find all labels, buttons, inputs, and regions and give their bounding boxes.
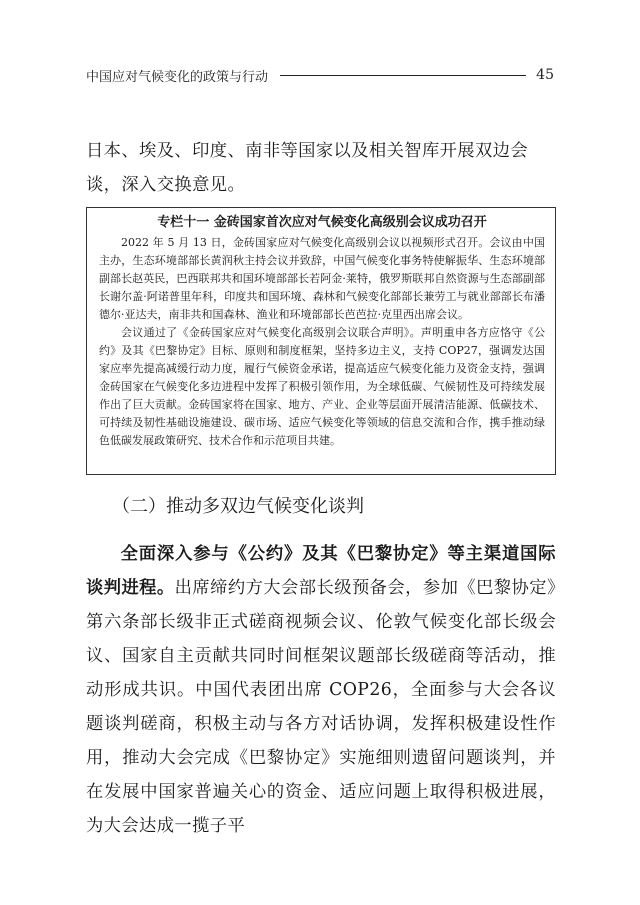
running-header	[86, 64, 554, 86]
running-title: 中国应对气候变化的政策与行动	[86, 69, 269, 85]
box-title: 专栏十一 金砖国家首次应对气候变化高级别会议成功召开	[157, 215, 487, 230]
intro-paragraph: 日本、埃及、印度、南非等国家以及相关智库开展双边会谈，深入交换意见。	[86, 141, 529, 195]
section-heading: （二）推动多双边气候变化谈判	[112, 496, 364, 517]
main-text	[86, 537, 556, 843]
main-paragraph	[86, 537, 556, 843]
box-paragraph-1: 2022 年 5 月 13 日，金砖国家应对气候变化高级别会议以视频形式召开。会议由中国主办，生态环境部部长黄润秋主持会议并致辞，中国气候变化事务特使解振华、生态环境部副部长赵英民，巴西联邦共和国环境部部长若阿金·莱特，俄罗斯联邦自然资源与生态部副部长谢尔盖·阿诺普里年科，印度共和国环境、森林和气候变化部部长兼劳工与就业部部长布潘德尔·亚达夫，南非共和国森林、渔业和环境部部长芭芭拉·克里西出席会议。	[99, 236, 545, 321]
page-number: 45	[536, 67, 554, 83]
intro-text	[86, 134, 556, 202]
main-paragraph-body: 出席缔约方大会部长级预备会，参加《巴黎协定》第六条部长级非正式磋商视频会议、伦敦气候变化部长级会议、国家自主贡献共同时间框架议题部长级磋商等活动，推动形成共识。中国代表团出席 COP26，全面参与大会各议题谈判磋商，积极主动与各方对话协调，发挥积极建设性作用，推动大会完成《巴黎协定》实施细则遗留问题谈判，并在发展中国家普遍关心的资金、适应问题上取得积极进展，为大会达成一揽子平	[86, 578, 556, 836]
main-paragraph-lead: 全面深入参与《公约》及其《巴黎协定》等主渠道国际谈判进程。	[86, 544, 556, 598]
feature-box	[86, 207, 556, 475]
box-paragraph-2: 会议通过了《金砖国家应对气候变化高级别会议联合声明》。声明重申各方应恪守《公约》及其《巴黎协定》目标、原则和制度框架，坚持多边主义，支持 COP27，强调发达国家应率先提高减缓行动力度，履行气候资金承诺，提高适应气候变化能力及资金支持，强调金砖国家在气候变化多边进程中发挥了积极引领作用，为全球低碳、气候韧性及可持续发展作出了巨大贡献。金砖国家将在国家、地方、产业、企业等层面开展清洁能源、低碳技术、可持续及韧性基础设施建设、碳市场、适应气候变化等领域的信息交流和合作，携手推动绿色低碳发展政策研究、技术合作和示范项目共建。	[99, 326, 545, 447]
header-rule	[280, 75, 526, 76]
